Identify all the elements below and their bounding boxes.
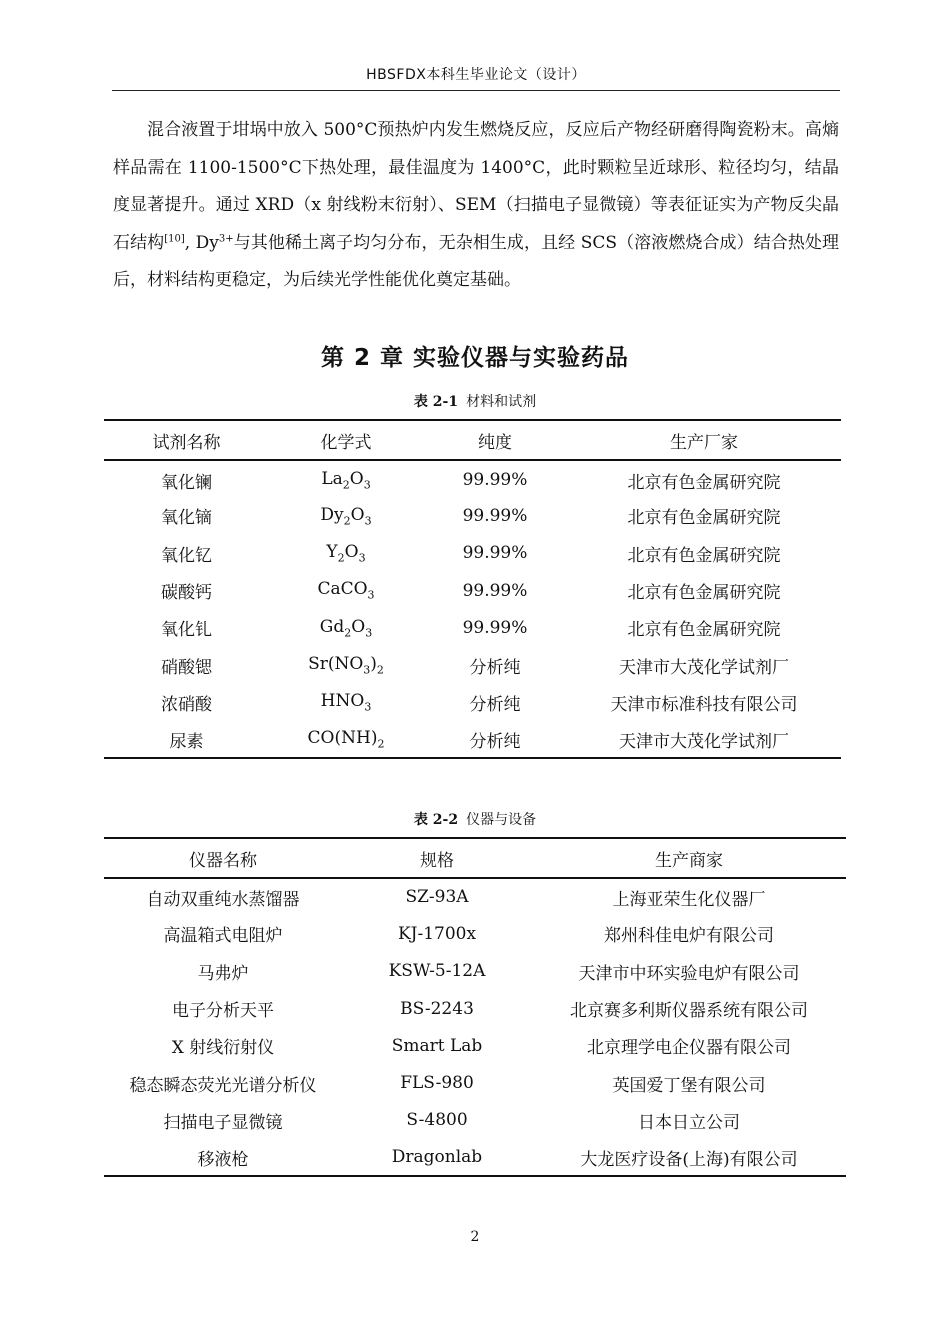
table-row [104, 497, 841, 534]
column-header: 化学式 [269, 420, 423, 460]
purity-cell: 99.99% [462, 617, 528, 638]
formula-part: O [351, 616, 366, 637]
manufacturer-cell: 天津市中环实验电炉有限公司 [578, 963, 800, 984]
purity-cell: 99.99% [462, 505, 528, 526]
paragraph-text: , Dy [184, 232, 219, 253]
instrument-name-cell: 稳态瞬态荧光光谱分析仪 [129, 1075, 317, 1096]
spec-cell: Dragonlab [342, 1139, 532, 1176]
formula-cell [269, 535, 423, 572]
spec-cell: Smart Lab [391, 1035, 483, 1056]
spec-cell: S-4800 [406, 1110, 468, 1131]
reagent-name-cell: 氧化镧 [161, 472, 212, 493]
materials-table [104, 419, 841, 759]
table-header-row [104, 838, 846, 878]
instrument-name-cell: 自动双重纯水蒸馏器 [146, 889, 300, 910]
page-number: 2 [470, 1229, 480, 1245]
column-header: 仪器名称 [104, 838, 342, 878]
spec-cell: SZ-93A [405, 887, 469, 908]
formula-part: O [350, 504, 365, 525]
paragraph-text: 与其他稀土离子均匀分布，无杂相生成，且经 SCS（溶液燃烧合成）结合热处理后，材料结构更稳定，为后续光学性能优化奠定基础。 [113, 232, 840, 291]
citation-ref: [10] [164, 233, 185, 245]
formula-subscript: 3 [364, 700, 372, 714]
formula-part: ) [370, 728, 378, 749]
purity-cell: 99.99% [462, 580, 528, 601]
purity-cell: 分析纯 [423, 721, 567, 758]
formula-part: O [344, 542, 359, 563]
formula-subscript: 3 [364, 514, 372, 528]
manufacturer-cell: 北京有色金属研究院 [627, 508, 781, 529]
table-row [104, 609, 841, 646]
formula-cell [269, 497, 423, 534]
running-header: HBSFDX本科生毕业论文（设计） [112, 64, 840, 91]
table-row [104, 1064, 846, 1101]
formula-cell [269, 684, 423, 721]
formula-part: Y [326, 542, 338, 563]
table-row [104, 684, 841, 721]
formula-subscript: 2 [343, 514, 351, 528]
table-row [104, 535, 841, 572]
instruments-table [104, 837, 846, 1177]
formula-part: CO(NH [307, 728, 371, 749]
formula-cell [269, 646, 423, 683]
table-row [104, 1027, 846, 1064]
ion-charge: 3+ [218, 233, 234, 245]
reagent-name-cell: 氧化钆 [161, 620, 212, 641]
formula-part: Dy [320, 504, 344, 525]
manufacturer-cell: 北京赛多利斯仪器系统有限公司 [570, 1001, 808, 1022]
purity-cell: 分析纯 [469, 657, 521, 678]
table-row [104, 990, 846, 1027]
formula-subscript: 3 [358, 551, 366, 565]
formula-subscript: 2 [377, 737, 385, 751]
table2-caption-number: 表 2-2 [413, 812, 459, 828]
formula-part: La [321, 468, 343, 489]
formula-subscript: 3 [365, 626, 373, 640]
purity-cell: 99.99% [462, 470, 528, 491]
spec-cell: KSW-5-12A [388, 961, 486, 982]
formula-subscript: 2 [376, 663, 384, 677]
formula-subscript: 2 [344, 626, 352, 640]
table-row [104, 915, 846, 952]
table-row [104, 460, 841, 497]
manufacturer-cell: 天津市大茂化学试剂厂 [619, 657, 789, 678]
spec-cell: KJ-1700x [397, 923, 477, 944]
instrument-name-cell: 移液枪 [104, 1139, 342, 1176]
formula-cell [269, 721, 423, 758]
manufacturer-cell: 上海亚荣生化仪器厂 [612, 889, 766, 910]
purity-cell: 99.99% [462, 543, 528, 564]
formula-cell [269, 609, 423, 646]
formula-subscript: 3 [367, 588, 375, 602]
manufacturer-cell: 天津市标准科技有限公司 [610, 694, 798, 715]
formula-cell [269, 460, 423, 497]
formula-part: ) [370, 653, 377, 674]
manufacturer-cell: 北京有色金属研究院 [627, 583, 781, 604]
reagent-name-cell: 硝酸锶 [161, 657, 212, 678]
table-row [104, 1102, 846, 1139]
manufacturer-cell: 日本日立公司 [638, 1112, 740, 1133]
manufacturer-cell: 北京有色金属研究院 [627, 545, 781, 566]
formula-part: CaCO [317, 579, 368, 600]
column-header: 纯度 [423, 420, 567, 460]
table-row [104, 572, 841, 609]
table2-caption [0, 809, 950, 829]
instrument-name-cell: 高温箱式电阻炉 [163, 926, 283, 947]
table-row [104, 878, 846, 915]
formula-part: O [349, 468, 364, 489]
paragraph-text: 混合液置于坩埚中放入 500°C预热炉内发生燃烧反应，反应后产物经研磨得陶瓷粉末。高熵样品需在 1100-1500°C下热处理，最佳温度为 1400°C，此时颗粒呈近球形、粒径均匀，结晶度显著提升。通过 XRD（x 射线粉末衍射）、SEM（扫描电子显微镜）等表征证实为产物反尖晶石结构 [113, 120, 839, 253]
formula-part: Gd [319, 616, 345, 637]
column-header: 试剂名称 [104, 420, 269, 460]
formula-part: HNO [320, 691, 365, 712]
manufacturer-cell: 英国爱丁堡有限公司 [612, 1075, 766, 1096]
column-header: 生产厂家 [567, 420, 841, 460]
reagent-name-cell: 浓硝酸 [161, 694, 212, 715]
formula-cell [269, 572, 423, 609]
table-row [104, 721, 841, 758]
formula-subscript: 2 [342, 478, 350, 492]
chapter-title: 第 2 章 实验仪器与实验药品 [320, 345, 630, 371]
table-header-row [104, 420, 841, 460]
manufacturer-cell: 大龙医疗设备(上海)有限公司 [532, 1139, 846, 1176]
reagent-name-cell: 氧化镝 [161, 508, 212, 529]
manufacturer-cell: 北京有色金属研究院 [627, 620, 781, 641]
table1-caption-number: 表 2-1 [413, 394, 459, 410]
table1-caption [0, 391, 950, 411]
manufacturer-cell: 北京理学电企仪器有限公司 [587, 1038, 791, 1059]
instrument-name-cell: 马弗炉 [197, 963, 249, 984]
table2-caption-text: 仪器与设备 [466, 812, 537, 828]
spec-cell: BS-2243 [400, 998, 474, 1019]
manufacturer-cell: 北京有色金属研究院 [627, 472, 781, 493]
table-row [104, 646, 841, 683]
column-header: 规格 [342, 838, 532, 878]
formula-part: Sr(NO [308, 653, 364, 674]
spec-cell: FLS-980 [400, 1073, 474, 1094]
body-paragraph [113, 112, 839, 300]
instrument-name-cell: 扫描电子显微镜 [163, 1112, 283, 1133]
purity-cell: 分析纯 [469, 694, 521, 715]
reagent-name-cell: 尿素 [104, 721, 269, 758]
table1-caption-text: 材料和试剂 [466, 394, 537, 410]
column-header: 生产商家 [532, 838, 846, 878]
table-row [104, 1139, 846, 1176]
reagent-name-cell: 氧化钇 [161, 545, 212, 566]
manufacturer-cell: 郑州科佳电炉有限公司 [604, 926, 774, 947]
formula-subscript: 3 [363, 478, 371, 492]
instrument-name-cell: 电子分析天平 [172, 1001, 274, 1022]
reagent-name-cell: 碳酸钙 [161, 583, 212, 604]
table-row [104, 953, 846, 990]
manufacturer-cell: 天津市大茂化学试剂厂 [567, 721, 841, 758]
instrument-name-cell: X 射线衍射仪 [171, 1038, 275, 1059]
formula-subscript: 2 [337, 551, 345, 565]
formula-subscript: 3 [363, 663, 371, 677]
